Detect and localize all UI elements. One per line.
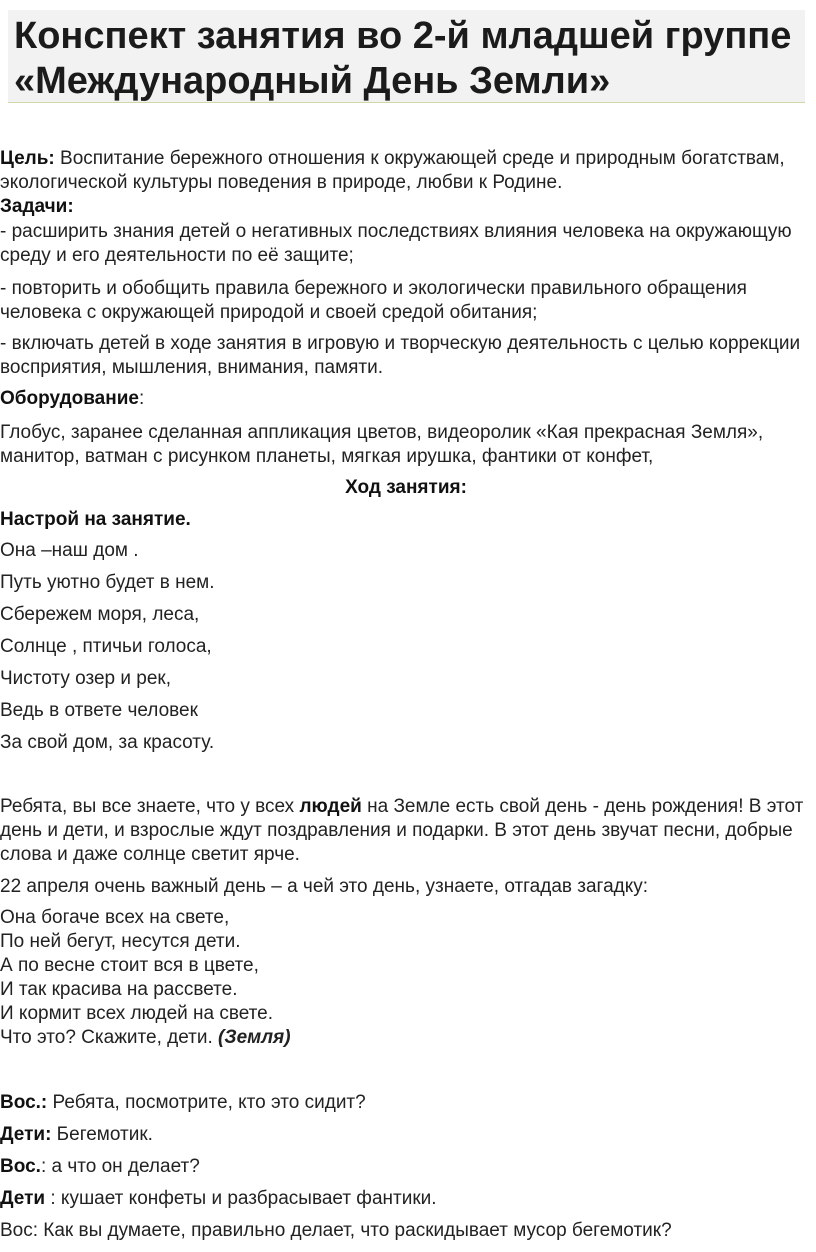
dialogue-line: Дети : кушает конфеты и разбрасывает фантики. <box>0 1188 437 1209</box>
equipment-text: Глобус, заранее сделанная аппликация цветов, видеоролик «Кая прекрасная Земля», манитор, ватман с рисунком планеты, мягкая ирушка, фантики от конфет, <box>0 422 764 467</box>
poem-line: Сбережем моря, леса, <box>0 604 200 625</box>
task-item-2: - повторить и обобщить правила бережного и экологически правильного обращения человека с окружающей природой и своей средой обитания; <box>0 278 747 323</box>
poem-line: Путь уютно будет в нем. <box>0 572 215 593</box>
goal-label: Цель: <box>0 148 55 169</box>
riddle-line: И кормит всех людей на свете. <box>0 1003 274 1024</box>
page-title: Конспект занятия во 2-й младшей группе «Международный День Земли» <box>14 15 792 102</box>
dialogue-line: Вос.: Ребята, посмотрите, кто это сидит? <box>0 1092 366 1113</box>
tasks-heading: Задачи: <box>0 196 74 217</box>
poem-line: Ведь в ответе человек <box>0 700 198 721</box>
goal-text: Воспитание бережного отношения к окружающей среде и природным богатствам, экологической культуры поведения в природе, любви к Родине. <box>0 148 785 193</box>
goal-paragraph <box>0 147 812 195</box>
dialogue-line: Дети: Бегемотик. <box>0 1124 153 1145</box>
mood-heading: Настрой на занятие. <box>0 509 191 530</box>
riddle-question: Что это? Скажите, дети. (Земля) <box>0 1027 291 1048</box>
course-heading: Ход занятия: <box>345 477 467 498</box>
task-item-1: - расширить знания детей о негативных последствиях влияния человека на окружающую среду и его деятельности по её защите; <box>0 221 792 266</box>
riddle-line: По ней бегут, несутся дети. <box>0 931 241 952</box>
april-paragraph: 22 апреля очень важный день – а чей это день, узнаете, отгадав загадку: <box>0 876 649 897</box>
riddle-line: Она богаче всех на свете, <box>0 907 230 928</box>
poem-line: Чистоту озер и рек, <box>0 668 171 689</box>
riddle-line: И так красива на рассвете. <box>0 979 238 1000</box>
poem-line: За свой дом, за красоту. <box>0 732 215 753</box>
dialogue-line: Вос.: а что он делает? <box>0 1156 200 1177</box>
title-banner <box>8 10 805 103</box>
equipment-heading: Оборудование: <box>0 388 145 409</box>
poem-line: Солнце , птичьи голоса, <box>0 636 212 657</box>
riddle-line: А по весне стоит вся в цвете, <box>0 955 259 976</box>
task-item-3: - включать детей в ходе занятия в игровую и творческую деятельность с целью коррекции восприятия, мышления, внимания, памяти. <box>0 333 801 378</box>
intro-paragraph: Ребята, вы все знаете, что у всех людей на Земле есть свой день - день рождения! В этот день и дети, и взрослые ждут поздравления и подарки. В этот день звучат песни, добрые слова и даже солнце светит ярче. <box>0 796 804 865</box>
riddle-answer: (Земля) <box>218 1027 291 1048</box>
poem-line: Она –наш дом . <box>0 540 139 561</box>
dialogue-line: Вос: Как вы думаете, правильно делает, что раскидывает мусор бегемотик? <box>0 1220 672 1241</box>
